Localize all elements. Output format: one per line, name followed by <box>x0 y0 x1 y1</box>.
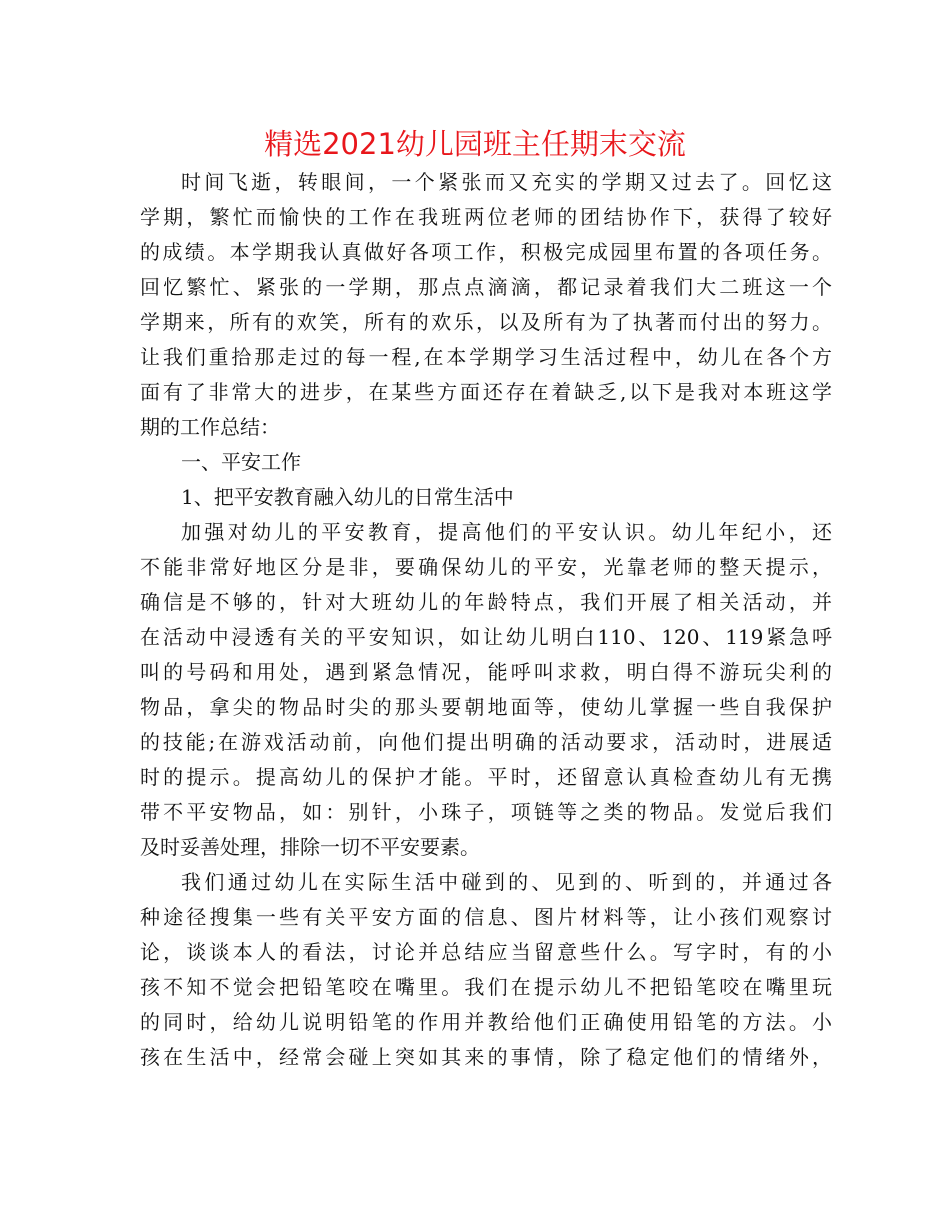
text-line: 不能非常好地区分是非，要确保幼儿的平安，光靠老师的整天提示， <box>140 555 832 579</box>
text-line: 论，谈谈本人的看法，讨论并总结应当留意些什么。写字时，有的小 <box>140 940 832 964</box>
text-line: 学期来，所有的欢笑，所有的欢乐，以及所有为了执著而付出的努力。 <box>140 310 832 334</box>
text-line: 我们通过幼儿在实际生活中碰到的、见到的、听到的，并通过各 <box>181 870 832 894</box>
subsection-heading: 1、把平安教育融入幼儿的日常生活中 <box>181 485 514 509</box>
text-line: 物品，拿尖的物品时尖的那头要朝地面等，使幼儿掌握一些自我保护 <box>140 695 832 719</box>
text-line: 确信是不够的，针对大班幼儿的年龄特点，我们开展了相关活动，并 <box>140 590 832 614</box>
text-line: 加强对幼儿的平安教育，提高他们的平安认识。幼儿年纪小，还 <box>181 520 832 544</box>
text-line: 孩在生活中，经常会碰上突如其来的事情，除了稳定他们的情绪外， <box>140 1045 832 1069</box>
text-line: 回忆繁忙、紧张的一学期，那点点滴滴，都记录着我们大二班这一个 <box>140 275 832 299</box>
document-body <box>140 165 832 1075</box>
text-line: 面有了非常大的进步，在某些方面还存在着缺乏,以下是我对本班这学 <box>140 380 832 404</box>
text-line: 时间飞逝，转眼间，一个紧张而又充实的学期又过去了。回忆这 <box>181 170 832 194</box>
document-title: 精选2021幼儿园班主任期末交流 <box>264 127 686 161</box>
section-heading: 一、平安工作 <box>181 450 301 474</box>
text-line: 学期，繁忙而愉快的工作在我班两位老师的团结协作下，获得了较好 <box>140 205 832 229</box>
text-line: 带不平安物品，如：别针，小珠子，项链等之类的物品。发觉后我们 <box>140 800 832 824</box>
text-line: 种途径搜集一些有关平安方面的信息、图片材料等，让小孩们观察讨 <box>140 905 832 929</box>
text-line: 时的提示。提高幼儿的保护才能。平时，还留意认真检查幼儿有无携 <box>140 765 832 789</box>
text-line: 让我们重拾那走过的每一程,在本学期学习生活过程中，幼儿在各个方 <box>140 345 832 369</box>
text-line: 的同时，给幼儿说明铅笔的作用并教给他们正确使用铅笔的方法。小 <box>140 1010 832 1034</box>
text-line: 期的工作总结： <box>140 415 280 439</box>
text-line: 在活动中浸透有关的平安知识，如让幼儿明白110、120、119紧急呼 <box>140 625 832 649</box>
text-line: 及时妥善处理，排除一切不平安要素。 <box>140 835 480 859</box>
text-line: 孩不知不觉会把铅笔咬在嘴里。我们在提示幼儿不把铅笔咬在嘴里玩 <box>140 975 832 999</box>
text-line: 叫的号码和用处，遇到紧急情况，能呼叫求救，明白得不游玩尖利的 <box>140 660 832 684</box>
text-line: 的技能;在游戏活动前，向他们提出明确的活动要求，活动时，进展适 <box>140 730 832 754</box>
text-line: 的成绩。本学期我认真做好各项工作，积极完成园里布置的各项任务。 <box>140 240 832 264</box>
